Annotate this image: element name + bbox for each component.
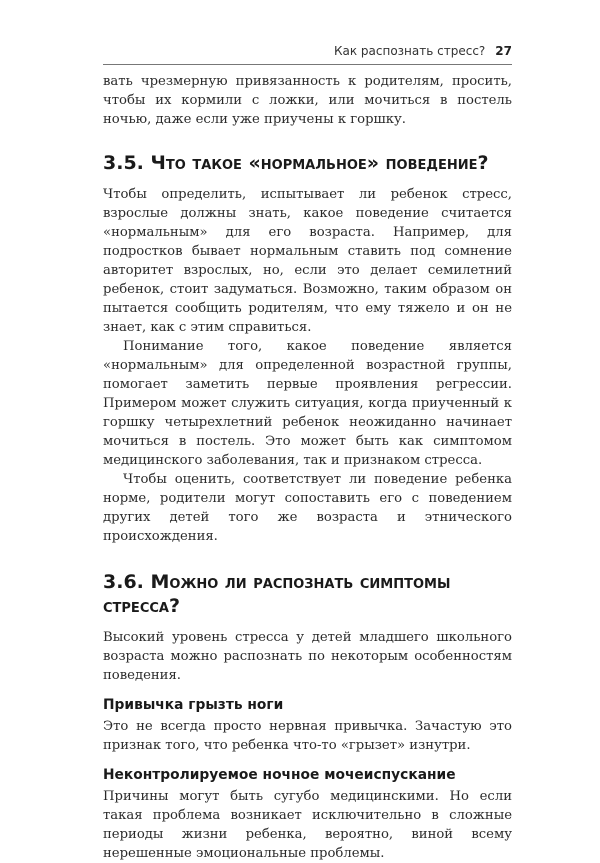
section-title: Можно ли распознать симптомы стресса?	[103, 571, 451, 617]
page-number: 27	[495, 44, 512, 58]
paragraph: Высокий уровень стресса у детей младшего школьного возраста можно распознать по некоторым особенностям поведения.	[103, 630, 512, 683]
paragraph: Чтобы определить, испытывает ли ребенок стресс, взрослые должны знать, какое поведение считается «нормальным» для его возраста. Например, для подростков бывает нормальным ставить под сомнение авторитет взрослых, но, если это делает семилетний ребенок, стоит задуматься. Возможно, таким образом он пытается сообщить родителям, что ему тяжело и он не знает, как с этим справиться.	[103, 187, 512, 335]
page-content	[103, 72, 512, 863]
paragraph: Причины могут быть сугубо медицинскими. Но если такая проблема возникает исключительно в сложные периоды жизни ребенка, вероятно, виной всему нерешенные эмоциональные проблемы.	[103, 789, 512, 861]
section-number: 3.6.	[103, 571, 144, 593]
subheading-nail-biting: Привычка грызть ноги	[103, 697, 284, 713]
header-rule	[103, 64, 512, 65]
intro-paragraph: вать чрезмерную привязанность к родителям, просить, чтобы их кормили с ложки, или мочиться в постель ночью, даже если уже приучены к горшку.	[103, 74, 512, 127]
section-heading-3-6	[103, 570, 512, 618]
paragraph: Чтобы оценить, соответствует ли поведение ребенка норме, родители могут сопоставить его с поведением других детей того же возраста и этнического происхождения.	[103, 472, 512, 544]
chapter-title: Как распознать стресс?	[333, 44, 486, 58]
running-header	[103, 44, 512, 58]
subheading-bedwetting: Неконтролируемое ночное мочеиспускание	[103, 767, 456, 783]
section-heading-3-5	[103, 151, 512, 175]
section-number: 3.5.	[103, 152, 144, 174]
paragraph: Понимание того, какое поведение является «нормальным» для определенной возрастной группы, помогает заметить первые проявления регрессии. Примером может служить ситуация, когда приученный к горшку четырехлетний ребенок неожиданно начинает мочиться в постель. Это может быть как симптомом медицинского заболевания, так и признаком стресса.	[103, 339, 512, 468]
section-title: Что такое «нормальное» поведение?	[150, 152, 489, 174]
paragraph: Это не всегда просто нервная привычка. Зачастую это признак того, что ребенка что-то «грызет» изнутри.	[103, 719, 512, 753]
